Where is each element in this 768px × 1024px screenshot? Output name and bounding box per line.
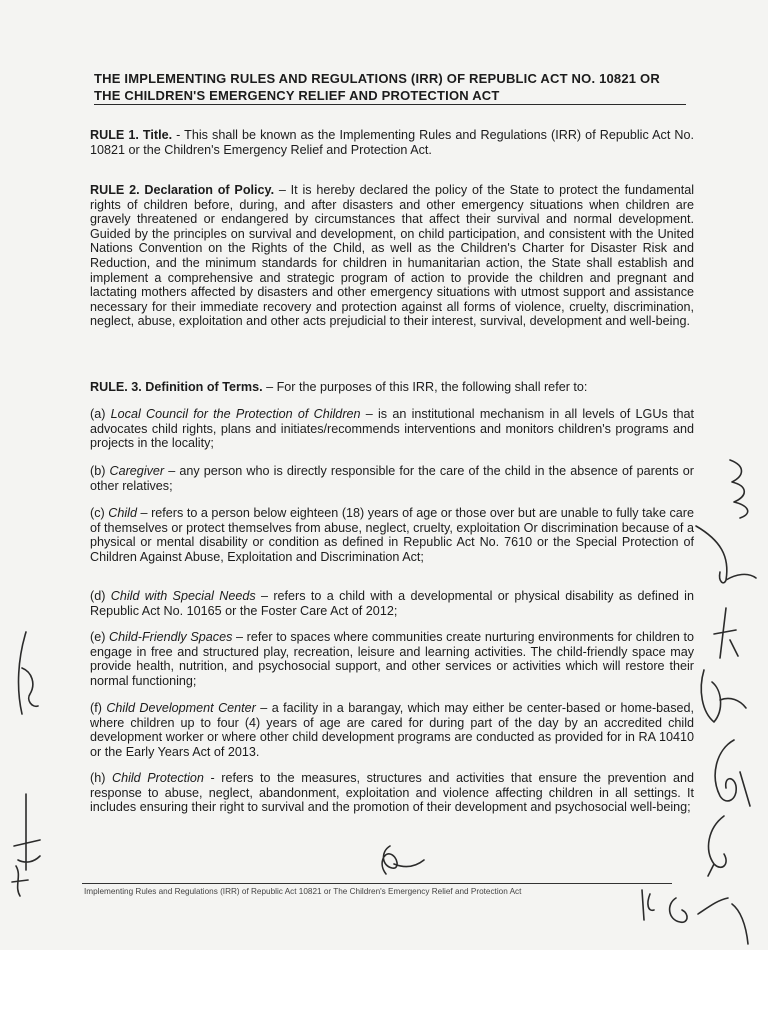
signature-initial-center xyxy=(370,838,430,880)
signature-bottom-right xyxy=(636,880,756,950)
page-footer: Implementing Rules and Regulations (IRR) of Republic Act 10821 or The Children's Emergency Relief and Protection Act xyxy=(84,887,522,896)
definition-term: Child xyxy=(108,506,137,520)
signature-right-2 xyxy=(690,520,760,590)
definition-term: Child Protection xyxy=(111,771,204,785)
rule-1-paragraph xyxy=(90,128,694,157)
footer-rule xyxy=(82,883,672,884)
definition-f: (f) Child Development Center – a facility in a barangay, which may either be center-based or home-based, where children up to four (4) years of age are cared for during part of the day by an accredited child development worker or where other child development programs are conducted as provided for in RA 10410 or the Early Years Act of 2013. xyxy=(90,701,694,759)
rule-2-label: RULE 2. Declaration of Policy. xyxy=(90,183,275,197)
title-underline xyxy=(94,104,686,105)
definition-term: Local Council for the Protection of Children xyxy=(110,407,361,421)
rule-1-label: RULE 1. Title. xyxy=(90,128,173,142)
signature-right-3 xyxy=(706,604,746,664)
signature-right-4 xyxy=(694,660,754,730)
definition-a: (a) Local Council for the Protection of Children – is an institutional mechanism in all levels of LGUs that advocates child rights, plans and initiates/recommends interventions and monitors children's programs and projects in the locality; xyxy=(90,407,694,451)
signature-left-1 xyxy=(8,628,48,718)
signature-left-3 xyxy=(6,862,36,902)
rule-1-text: - This shall be known as the Implementing Rules and Regulations (IRR) of Republic Act No. 10821 or the Children's Emergency Relief and Protection Act. xyxy=(90,128,694,157)
definition-e: (e) Child-Friendly Spaces – refer to spaces where communities create nurturing environments for children to engage in free and structured play, recreation, leisure and learning activities. The child-friendly space may provide health, nutrition, and psychosocial support, and other services or activities which will restore their normal functioning; xyxy=(90,630,695,688)
definition-term: Child-Friendly Spaces xyxy=(109,630,233,644)
definition-term: Child Development Center xyxy=(106,701,256,715)
signature-right-6 xyxy=(694,810,744,880)
rule-3-label: RULE. 3. Definition of Terms. xyxy=(90,380,263,394)
document-title: THE IMPLEMENTING RULES AND REGULATIONS (IRR) OF REPUBLIC ACT NO. 10821 OR THE CHILDREN'S EMERGENCY RELIEF AND PROTECTION ACT xyxy=(94,71,660,103)
definition-d: (d) Child with Special Needs – refers to a child with a developmental or physical disability as defined in Republic Act No. 10165 or the Foster Care Act of 2012; xyxy=(90,589,694,618)
rule-3-paragraph xyxy=(90,380,694,395)
definition-c: (c) Child – refers to a person below eighteen (18) years of age or those over but are unable to fully take care of themselves or protect themselves from abuse, neglect, cruelty, exploitation Or discrimination because of a physical or mental disability or condition as defined in Republic Act No. 7610 or the Special Protection of Children Against Abuse, Exploitation and Discrimination Act; xyxy=(90,506,694,564)
signature-right-5 xyxy=(700,736,760,816)
definition-b: (b) Caregiver – any person who is directly responsible for the care of the child in the absence of parents or other relatives; xyxy=(90,464,694,493)
rule-2-text: – It is hereby declared the policy of the State to protect the fundamental rights of children before, during, and after disasters and other emergency situations when children are gravely threatened or endangered by circumstances that affect their survival and normal development. Guided by the principles on survival and development, on child participation, and consistent with the United Nations Convention on the Rights of the Child, as well as the Children's Charter for Disaster Risk and Reduction, and the minimum standards for children in humanitarian action, the State shall establish and implement a comprehensive and strategic program of action to provide the children and pregnant and lactating mothers affected by disasters and other emergency situations with utmost support and assistance necessary for their immediate recovery and protection against all forms of violence, cruelty, discrimination, neglect, abuse, exploitation and other acts prejudicial to their interest, survival, development and well-being. xyxy=(90,183,694,329)
definition-term: Child with Special Needs xyxy=(110,589,256,603)
rule-2-paragraph xyxy=(90,183,694,329)
definition-h: (h) Child Protection - refers to the measures, structures and activities that ensure the prevention and response to abuse, neglect, abandonment, exploitation and violence affecting children in all settings. It includes ensuring their right to survival and the promotion of their development and psychosocial well-being; xyxy=(90,771,694,815)
rule-3-text: – For the purposes of this IRR, the following shall refer to: xyxy=(262,380,588,394)
signature-right-1 xyxy=(722,452,762,522)
definition-term: Caregiver xyxy=(109,464,165,478)
page-bottom-margin xyxy=(0,950,768,1024)
